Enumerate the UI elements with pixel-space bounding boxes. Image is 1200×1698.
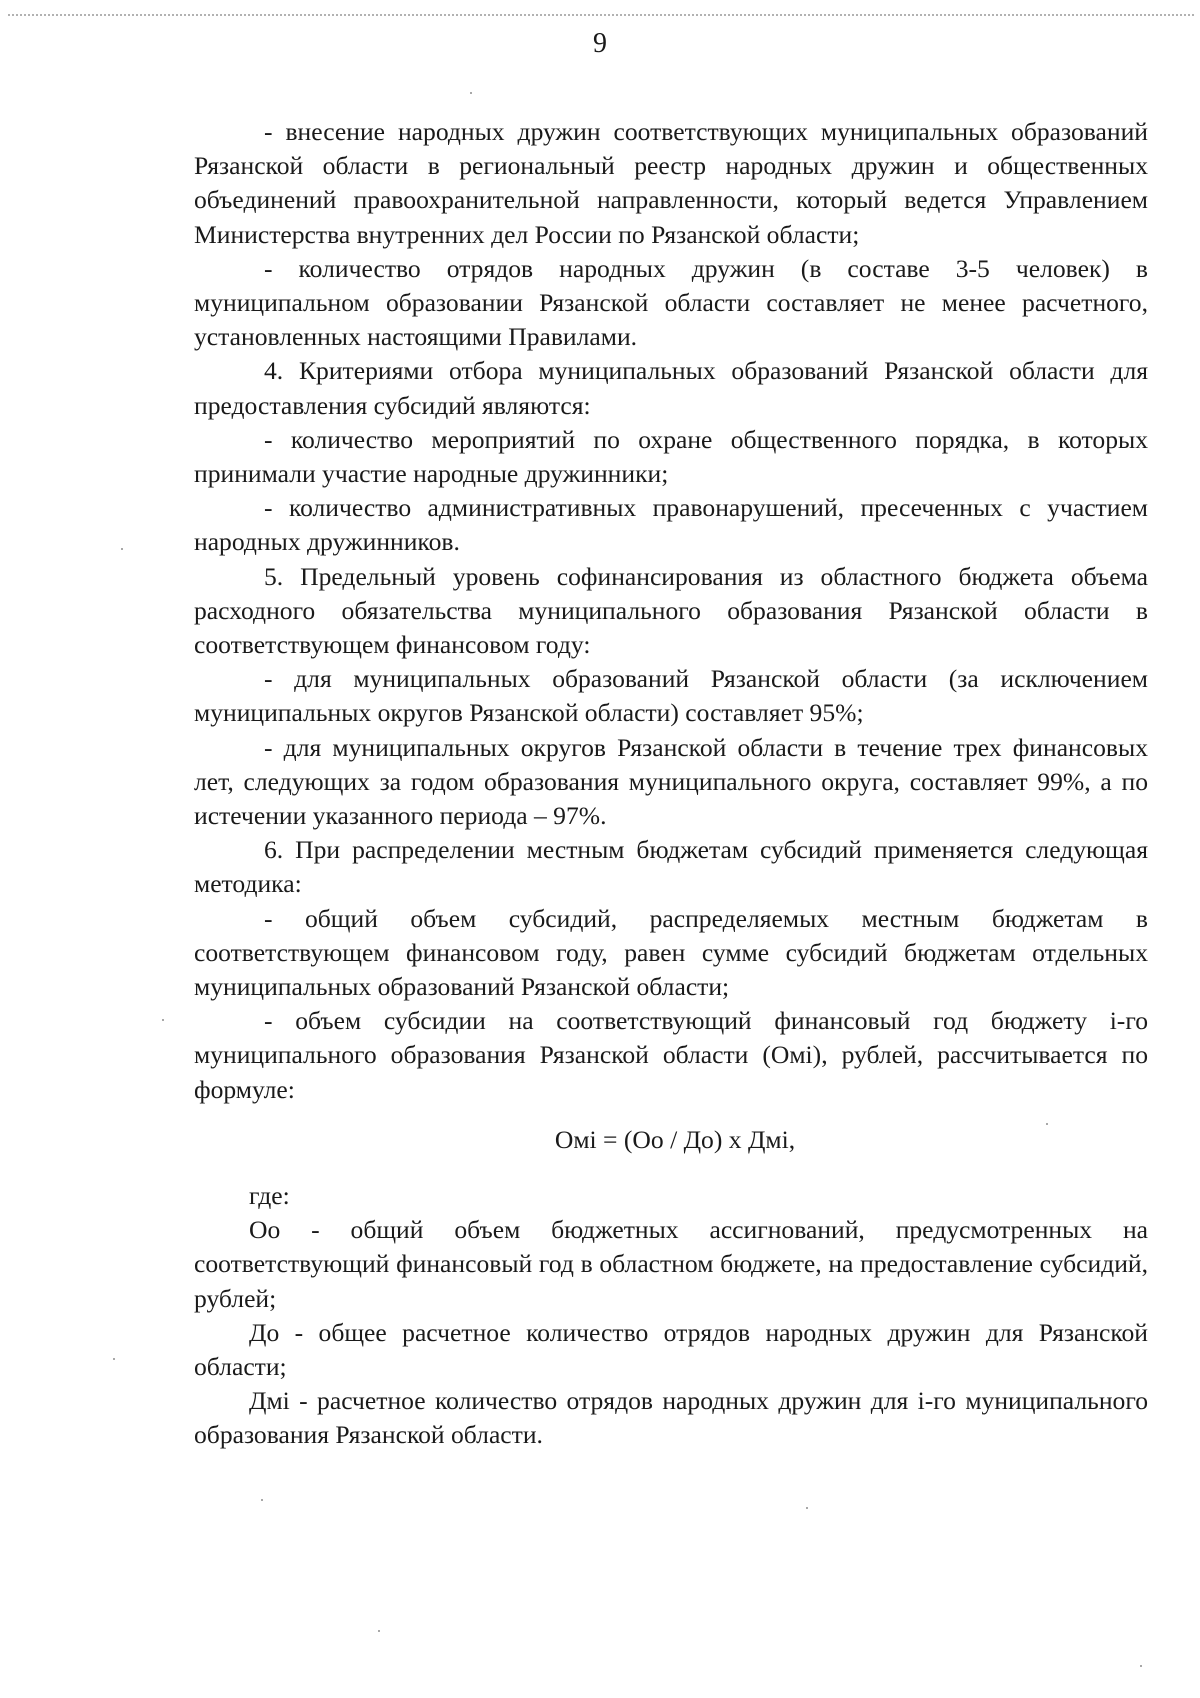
paragraph-subsidy-volume: - объем субсидии на соответствующий финансовый год бюджету i-го муниципального образования Рязанской области (Омi), рублей, рассчитывается по формуле: <box>194 1006 1148 1104</box>
scan-speck <box>470 92 472 94</box>
scan-speck <box>806 1507 808 1509</box>
page-number: 9 <box>593 28 607 59</box>
document-body <box>194 115 1148 1453</box>
paragraph-squad-count: - количество отрядов народных дружин (в составе 3-5 человек) в муниципальном образовании Рязанской области составляет не менее расчетного, установленных настоящими Правилами. <box>194 253 1148 352</box>
scan-speck <box>261 1499 263 1501</box>
scan-speck <box>1140 1665 1142 1667</box>
paragraph-offenses-count: - количество административных правонарушений, пресеченных с участием народных дружинников. <box>194 493 1148 557</box>
formula: Омi = (Оо / До) х Дмi, <box>554 1124 796 1154</box>
paragraph-total-volume: - общий объем субсидий, распределяемых местным бюджетам в соответствующем финансовом году, равен сумме субсидий бюджетам отдельных муниципальных образований Рязанской области; <box>194 903 1148 1002</box>
paragraph-selection-criteria: 4. Критериями отбора муниципальных образований Рязанской области для предоставления субсидий являются: <box>194 356 1148 420</box>
definition-oo: Оо - общий объем бюджетных ассигнований, предусмотренных на соответствующий финансовый год в областном бюджете, на предоставление субсидий, рублей; <box>194 1215 1148 1313</box>
definition-where: где: <box>249 1180 290 1210</box>
paragraph-districts-99-97: - для муниципальных округов Рязанской области в течение трех финансовых лет, следующих за годом образования муниципального округа, составляет 99%, а по истечении указанного периода – 97%. <box>194 732 1148 831</box>
scan-speck <box>162 1019 164 1021</box>
paragraph-municipalities-95: - для муниципальных образований Рязанской области (за исключением муниципальных округов Рязанской области) составляет 95%; <box>194 664 1148 728</box>
paragraph-cofinancing-level: 5. Предельный уровень софинансирования из областного бюджета объема расходного обязательства муниципального образования Рязанской области в соответствующем финансовом году: <box>194 561 1148 660</box>
scan-speck <box>121 548 123 550</box>
scan-speck <box>378 1630 380 1632</box>
scan-speck <box>1046 1123 1048 1125</box>
paragraph-events-count: - количество мероприятий по охране общественного порядка, в которых принимали участие народные дружинники; <box>194 424 1148 489</box>
definition-dmi: Дмi - расчетное количество отрядов народных дружин для i-го муниципального образования Рязанской области. <box>194 1386 1148 1450</box>
definition-do: До - общее расчетное количество отрядов народных дружин для Рязанской области; <box>194 1317 1148 1381</box>
scan-speck <box>113 1358 115 1360</box>
paragraph-methodology: 6. При распределении местным бюджетам субсидий применяется следующая методика: <box>194 835 1148 899</box>
scan-edge-line <box>8 14 1194 18</box>
paragraph-registry: - внесение народных дружин соответствующих муниципальных образований Рязанской области в региональный реестр народных дружин и общественных объединений правоохранительной направленности, который ведется Управлением Министерства внутренних дел России по Рязанской области; <box>194 117 1148 249</box>
